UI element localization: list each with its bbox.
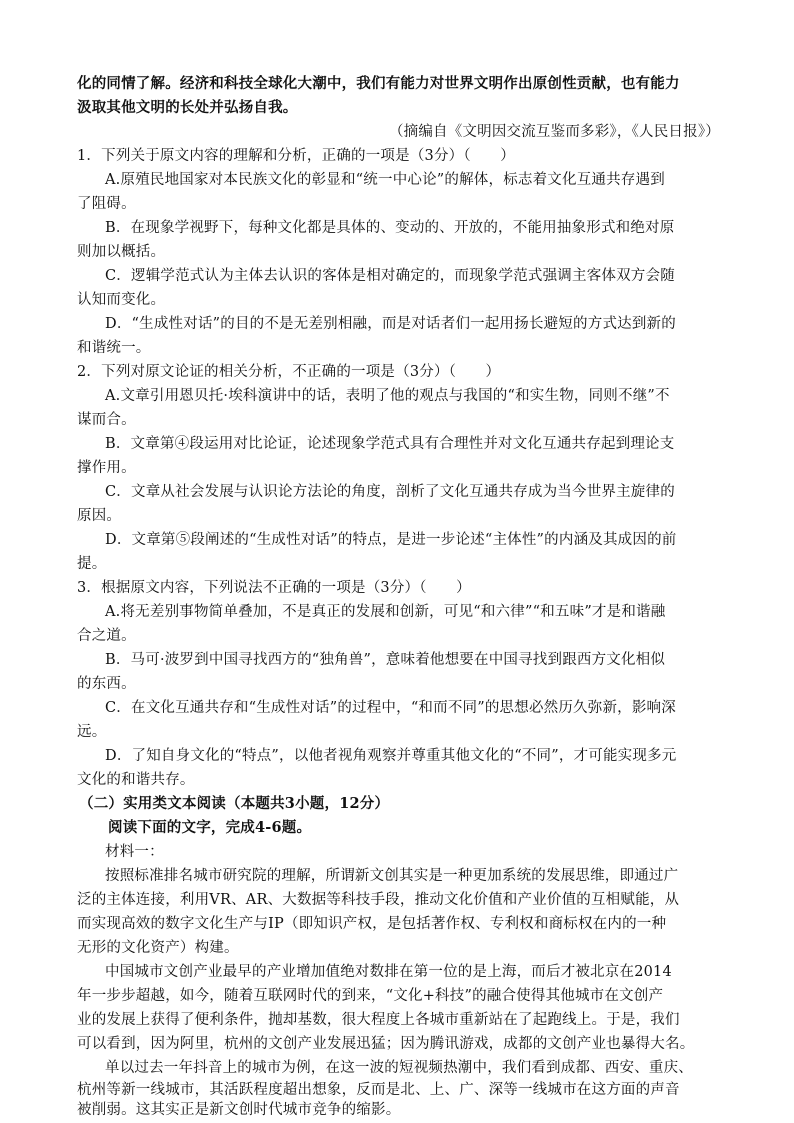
intro-source: （摘编自《文明因交流互鉴而多彩》，《人民日报》）: [388, 124, 720, 140]
q3-option-a-line-1: A.将无差别事物简单叠加，不是真正的发展和创新，可见“和六律”“和五味”才是和谐融: [105, 604, 666, 620]
q1-option-d-line-1: D．“生成性对话”的目的不是无差别相融，而是对话者们一起用扬长避短的方式达到新的: [105, 316, 676, 332]
material-paragraph-3-line-2: 杭州等新一线城市，其活跃程度超出想象，反而是北、上、广、深等一线城市在这方面的声音: [77, 1082, 680, 1098]
q3-option-d-line-1: D．了知自身文化的“特点”，以他者视角观察并尊重其他文化的“不同”，才可能实现多元: [105, 748, 677, 764]
q3-option-c-line-2: 远。: [77, 724, 107, 740]
intro-line-1: 化的同情了解。经济和科技全球化大潮中，我们有能力对世界文明作出原创性贡献，也有能力: [77, 75, 680, 92]
material-paragraph-1-line-4: 无形的文化资产）构建。: [77, 940, 239, 956]
q3-option-c-line-1: C．在文化互通共存和“生成性对话”的过程中，“和而不同”的思想必然历久弥新，影响深: [105, 700, 676, 716]
q2-option-b-line-2: 撑作用。: [77, 460, 136, 476]
q3-option-a-line-2: 合之道。: [77, 628, 136, 644]
q3-option-b-line-2: 的东西。: [77, 676, 136, 692]
material-paragraph-3-line-3: 被削弱。这其实正是新文创时代城市竞争的缩影。: [77, 1102, 401, 1118]
question-3-stem: 3．根据原文内容，下列说法不正确的一项是（3分）（ ）: [77, 580, 471, 596]
q1-option-c-line-2: 认知而变化。: [77, 292, 166, 308]
material-paragraph-2-line-3: 业的发展上获得了便利条件，抛却基数，很大程度上各城市重新站在了起跑线上。于是，我们: [77, 1012, 680, 1028]
material-paragraph-2-line-2: 年一步步超越，如今，随着互联网时代的到来，“文化+科技”的融合使得其他城市在文创产: [77, 988, 664, 1004]
q2-option-c-line-1: C．文章从社会发展与认识论方法论的角度，剖析了文化互通共存成为当今世界主旋律的: [105, 484, 675, 500]
q2-option-a-line-1: A.文章引用恩贝托·埃科演讲中的话，表明了他的观点与我国的“和实生物，同则不继”不: [105, 388, 670, 404]
material-label: 材料一：: [105, 844, 164, 860]
material-paragraph-3-line-1: 单以过去一年抖音上的城市为例，在这一波的短视频热潮中，我们看到成都、西安、重庆、: [105, 1060, 693, 1076]
q1-option-b-line-1: B．在现象学视野下，每种文化都是具体的、变动的、开放的，不能用抽象形式和绝对原: [105, 220, 675, 236]
question-1-stem: 1．下列关于原文内容的理解和分析，正确的一项是（3分）（ ）: [77, 148, 515, 164]
material-paragraph-1-line-3: 而实现高效的数字文化生产与IP（即知识产权，是包括著作权、专利权和商标权在内的一种: [77, 916, 667, 932]
section-instruction: 阅读下面的文字，完成4-6题。: [108, 819, 312, 836]
material-paragraph-1-line-2: 泛的主体连接，利用VR、AR、大数据等科技手段，推动文化价值和产业价值的互相赋能，从: [77, 892, 680, 908]
q2-option-d-line-1: D．文章第⑤段阐述的“生成性对话”的特点，是进一步论述“主体性”的内涵及其成因的前: [105, 532, 677, 548]
intro-line-2: 汲取其他文明的长处并弘扬自我。: [77, 99, 298, 116]
material-paragraph-1-line-1: 按照标准排名城市研究院的理解，所谓新文创其实是一种更加系统的发展思维，即通过广: [105, 868, 679, 884]
q2-option-c-line-2: 原因。: [77, 508, 122, 524]
question-2-stem: 2．下列对原文论证的相关分析，不正确的一项是（3分）（ ）: [77, 364, 501, 380]
q1-option-a-line-2: 了阻碍。: [77, 196, 136, 212]
q1-option-c-line-1: C．逻辑学范式认为主体去认识的客体是相对确定的，而现象学范式强调主客体双方会随: [105, 268, 675, 284]
section-heading: （二）实用类文本阅读（本题共3小题，12分）: [79, 795, 390, 812]
q2-option-a-line-2: 谋而合。: [77, 412, 136, 428]
q1-option-a-line-1: A.原殖民地国家对本民族文化的彰显和“统一中心论”的解体，标志着文化互通共存遇到: [105, 172, 665, 188]
q3-option-d-line-2: 文化的和谐共存。: [77, 772, 195, 788]
q2-option-b-line-1: B．文章第④段运用对比论证，论述现象学范式具有合理性并对文化互通共存起到理论支: [105, 436, 675, 452]
q1-option-d-line-2: 和谐统一。: [77, 340, 151, 356]
q1-option-b-line-2: 则加以概括。: [77, 244, 166, 260]
material-paragraph-2-line-4: 可以看到，因为阿里，杭州的文创产业发展迅猛；因为腾讯游戏，成都的文创产业也暴得大名。: [77, 1036, 695, 1052]
q3-option-b-line-1: B．马可·波罗到中国寻找西方的“独角兽”，意味着他想要在中国寻找到跟西方文化相似: [105, 652, 666, 668]
q2-option-d-line-2: 提。: [77, 556, 107, 572]
material-paragraph-2-line-1: 中国城市文创产业最早的产业增加值绝对数排在第一位的是上海，而后才被北京在2014: [105, 964, 672, 980]
